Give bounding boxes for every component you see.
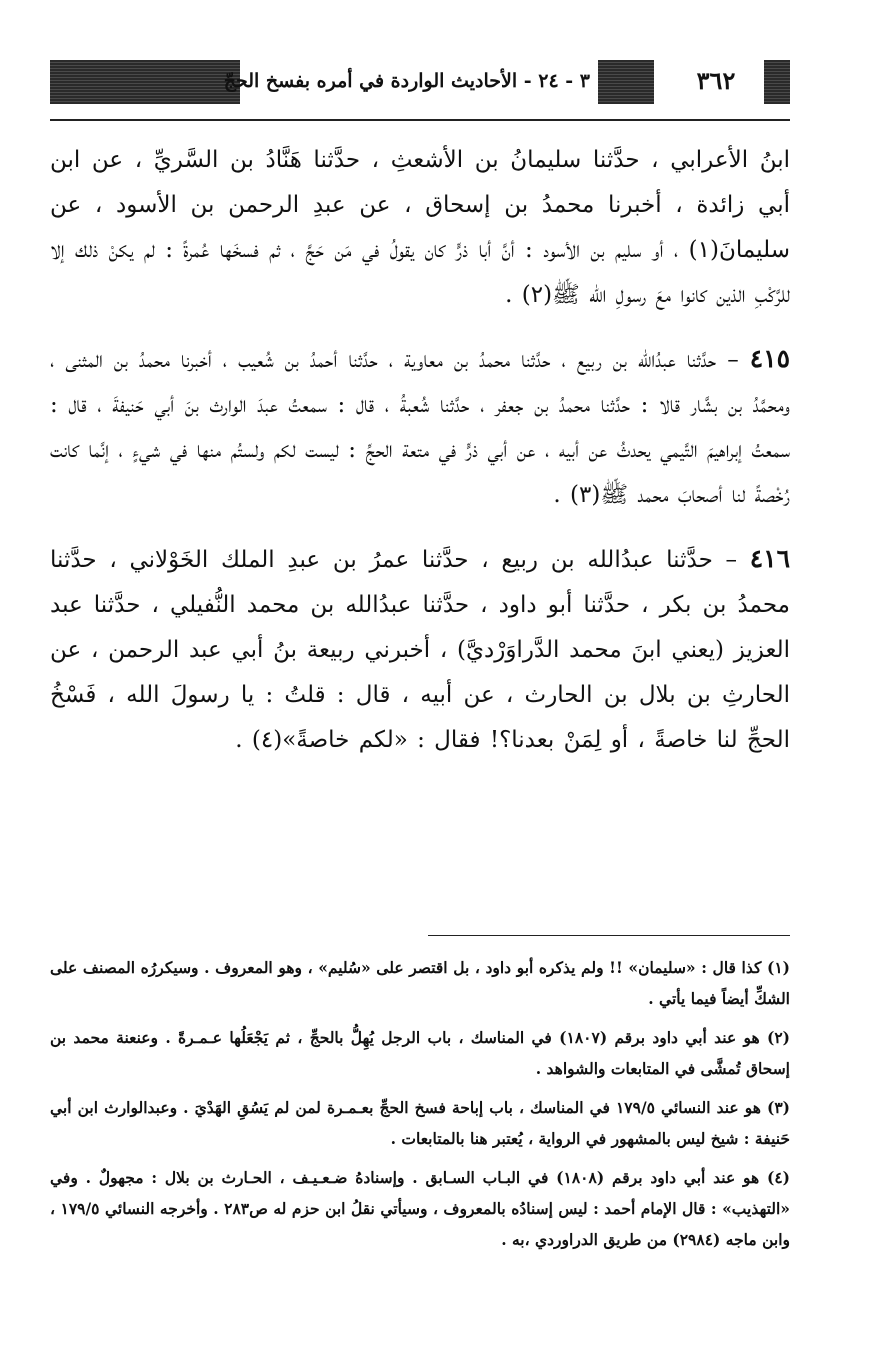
- paragraph-text: – حدَّثنا عبدُالله بن ربيع ، حدَّثنا محمدُ بن معاوية ، حدَّثنا أحمدُ بن شُعيب ، أخبرنا محمدُ بن المثنى ، ومحمَّدُ بن بشَّار قالا : حدَّثنا محمدُ بن جعفر ، حدَّثنا شُعبةُ ، قال : سمعتُ عبدَ الوارث بنَ أبي حَنيفةَ ، قال : سمعتُ إبراهيمَ التَّيمي يحدثُ عن أبيه ، عن أبي ذرٍّ في متعة الحجِّ : ليست لكم ولستُم منها في شيءٍ ، إنَّما كانت رُخْصةً لنا أصحابَ محمد ﷺ(٣) .: [50, 347, 790, 508]
- page-header: [50, 58, 790, 108]
- hadith-number: ٤١٥: [749, 344, 791, 373]
- paragraph-text: – حدَّثنا عبدُالله بن ربيع ، حدَّثنا عمرُ بن عبدِ الملك الخَوْلاني ، حدَّثنا محمدُ بن بكر ، حدَّثنا أبو داود ، حدَّثنا عبدُالله بن محمد النُّفيلي ، حدَّثنا عبد العزيز (يعني ابنَ محمد الدَّراوَرْديَّ) ، أخبرني ربيعة بنُ أبي عبد الرحمن ، عن الحارثِ بن بلال بن الحارث ، عن أبيه ، قال : قلتُ : يا رسولَ الله ، فَسْخُ الحجِّ لنا خاصةً ، أو لِمَنْ بعدنا؟! فقال : «لكم خاصةً»(٤) .: [50, 547, 790, 753]
- footnotes: [50, 952, 790, 1263]
- page-number: ٣٦٢: [696, 66, 736, 95]
- hadith-416: [50, 536, 790, 763]
- hadith-415: [50, 336, 790, 518]
- main-text: [50, 138, 790, 781]
- footnote-divider: [428, 935, 790, 936]
- paragraph-text: ابنُ الأعرابي ، حدَّثنا سليمانُ بن الأشعثِ ، حدَّثنا هَنَّادُ بن السَّريِّ ، عن ابن أبي زائدة ، أخبرنا محمدُ بن إسحاق ، عن عبدِ الرحمن بن الأسود ، عن سليمانَ(١) ، أو سليم بن الأسود : أنَّ أبا ذرٍّ كان يقولُ في مَن حَجَّ ، ثم فسخَها عُمرةً : لم يكنْ ذلك إلا للرَّكْبِ الذين كانوا معَ رسولِ الله ﷺ(٢) .: [50, 147, 790, 308]
- header-ornament-left: [50, 60, 240, 104]
- header-divider: [50, 119, 790, 121]
- footnote-2: (٢) هو عند أبي داود برقم (١٨٠٧) في المناسك ، باب الرجل يُهِلُّ بالحجِّ ، ثم يَجْعَلُها عـمـرةً . وعنعنة محمد بن إسحاق تُمشَّى في المتابعات والشواهد .: [50, 1028, 791, 1078]
- paragraph-continuation: [50, 138, 790, 318]
- footnote-4: (٤) هو عند أبي داود برقم (١٨٠٨) في البـاب السـابق . وإسنادهُ ضـعـيـف ، الحـارث بن بلال : مجهولٌ . وفي «التهذيب» : قال الإمام أحمد : ليس إسنادُه بالمعروف ، وسيأتي نقلُ ابن حزم له ص٢٨٣ . وأخرجه النسائي ١٧٩/٥ ، وابن ماجه (٢٩٨٤) من طريق الدراوردي ،به .: [50, 1168, 791, 1249]
- chapter-title: ٣ - ٢٤ - الأحاديث الواردة في أمره بفسخ الحجّ: [223, 70, 590, 92]
- header-ornament-middle: [598, 60, 654, 104]
- footnote-3: (٣) هو عند النسائي ١٧٩/٥ في المناسك ، باب إباحة فسخ الحجِّ بعـمـرة لمن لم يَسُقِ الهَدْيَ . وعبدالوارث ابن أبي حَنيفة : شيخ ليس بالمشهور في الرواية ، يُعتبر هنا بالمتابعات .: [50, 1098, 790, 1148]
- header-ornament-right: [764, 60, 790, 104]
- footnote-1: (١) كذا قال : «سليمان» !! ولم يذكره أبو داود ، بل اقتصر على «سُليم» ، وهو المعروف . وسيكررُه المصنف على الشكِّ أيضاً فيما يأتي .: [50, 958, 790, 1008]
- hadith-number: ٤١٦: [749, 544, 791, 573]
